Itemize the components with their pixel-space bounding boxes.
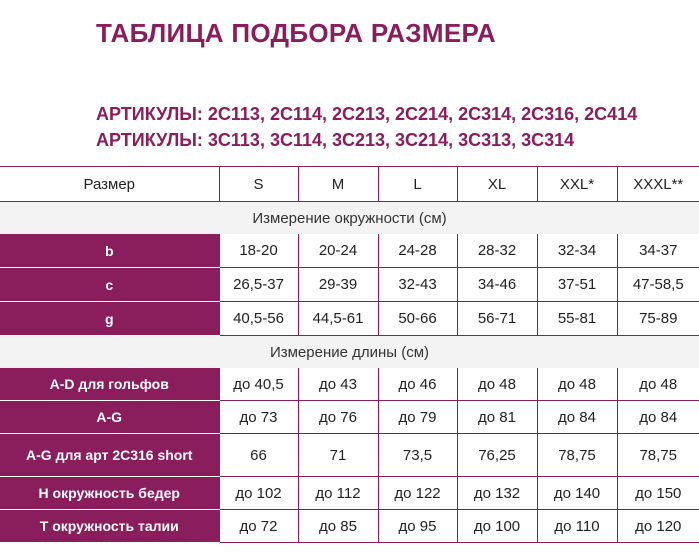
table-cell: 44,5-61	[298, 302, 378, 336]
header-cell-s: S	[219, 167, 298, 202]
table-cell: до 120	[617, 510, 699, 543]
table-cell: до 95	[378, 510, 457, 543]
header-cell-xxl: XXL*	[537, 167, 617, 202]
header-cell-size: Размер	[0, 167, 219, 202]
table-row	[0, 368, 699, 401]
table-cell: 29-39	[298, 268, 378, 302]
table-row	[0, 510, 699, 543]
table-row	[0, 434, 699, 477]
row-label: b	[0, 234, 219, 268]
table-row	[0, 268, 699, 302]
table-cell: до 140	[537, 477, 617, 510]
table-cell: до 85	[298, 510, 378, 543]
table-row	[0, 401, 699, 434]
section-row-circumference	[0, 202, 699, 235]
table-cell: до 110	[537, 510, 617, 543]
table-cell: 37-51	[537, 268, 617, 302]
table-row	[0, 302, 699, 336]
table-cell: до 112	[298, 477, 378, 510]
table-cell: до 79	[378, 401, 457, 434]
header-cell-m: M	[298, 167, 378, 202]
table-cell: 50-66	[378, 302, 457, 336]
row-label: g	[0, 302, 219, 336]
table-cell: до 76	[298, 401, 378, 434]
section-title-length: Измерение длины (см)	[0, 336, 699, 369]
table-cell: до 48	[537, 368, 617, 401]
row-label: A-G для арт 2С316 short	[0, 434, 219, 477]
table-cell: до 40,5	[219, 368, 298, 401]
table-cell: 18-20	[219, 234, 298, 268]
table-cell: 40,5-56	[219, 302, 298, 336]
table-cell: 55-81	[537, 302, 617, 336]
header-cell-xl: XL	[457, 167, 537, 202]
table-cell: до 100	[457, 510, 537, 543]
table-cell: 20-24	[298, 234, 378, 268]
size-table	[0, 166, 699, 543]
table-cell: до 122	[378, 477, 457, 510]
row-label: A-G	[0, 401, 219, 434]
table-cell: до 84	[537, 401, 617, 434]
table-cell: до 43	[298, 368, 378, 401]
table-cell: 78,75	[537, 434, 617, 477]
table-cell: 66	[219, 434, 298, 477]
table-cell: 26,5-37	[219, 268, 298, 302]
row-label: T окружность талии	[0, 510, 219, 543]
page-title: ТАБЛИЦА ПОДБОРА РАЗМЕРА	[96, 18, 496, 48]
table-cell: до 81	[457, 401, 537, 434]
table-cell: до 132	[457, 477, 537, 510]
section-title-circumference: Измерение окружности (см)	[0, 202, 699, 235]
length-rows	[0, 368, 699, 543]
table-cell: 32-43	[378, 268, 457, 302]
articles-line-2: АРТИКУЛЫ: 3С113, 3С114, 3С213, 3С214, 3С313, 3С314	[96, 130, 575, 150]
table-cell: 78,75	[617, 434, 699, 477]
table-cell: 34-37	[617, 234, 699, 268]
table-cell: до 73	[219, 401, 298, 434]
table-cell: 73,5	[378, 434, 457, 477]
table-cell: до 102	[219, 477, 298, 510]
table-cell: 71	[298, 434, 378, 477]
table-cell: 32-34	[537, 234, 617, 268]
table-cell: 76,25	[457, 434, 537, 477]
table-cell: 28-32	[457, 234, 537, 268]
table-cell: до 84	[617, 401, 699, 434]
table-cell: до 48	[457, 368, 537, 401]
table-cell: до 48	[617, 368, 699, 401]
row-label: c	[0, 268, 219, 302]
table-cell: 34-46	[457, 268, 537, 302]
table-row	[0, 234, 699, 268]
table-cell: до 46	[378, 368, 457, 401]
articles-block	[96, 101, 637, 153]
section-row-length	[0, 336, 699, 369]
table-cell: до 150	[617, 477, 699, 510]
header-row	[0, 167, 699, 202]
table-cell: 56-71	[457, 302, 537, 336]
header-cell-xxxl: XXXL**	[617, 167, 699, 202]
table-cell: до 72	[219, 510, 298, 543]
row-label: A-D для гольфов	[0, 368, 219, 401]
circumference-rows	[0, 234, 699, 336]
table-cell: 75-89	[617, 302, 699, 336]
articles-line-1: АРТИКУЛЫ: 2С113, 2С114, 2С213, 2С214, 2С314, 2С316, 2С414	[96, 104, 638, 124]
header-cell-l: L	[378, 167, 457, 202]
table-cell: 47-58,5	[617, 268, 699, 302]
table-cell: 24-28	[378, 234, 457, 268]
row-label: H окружность бедер	[0, 477, 219, 510]
table-row	[0, 477, 699, 510]
